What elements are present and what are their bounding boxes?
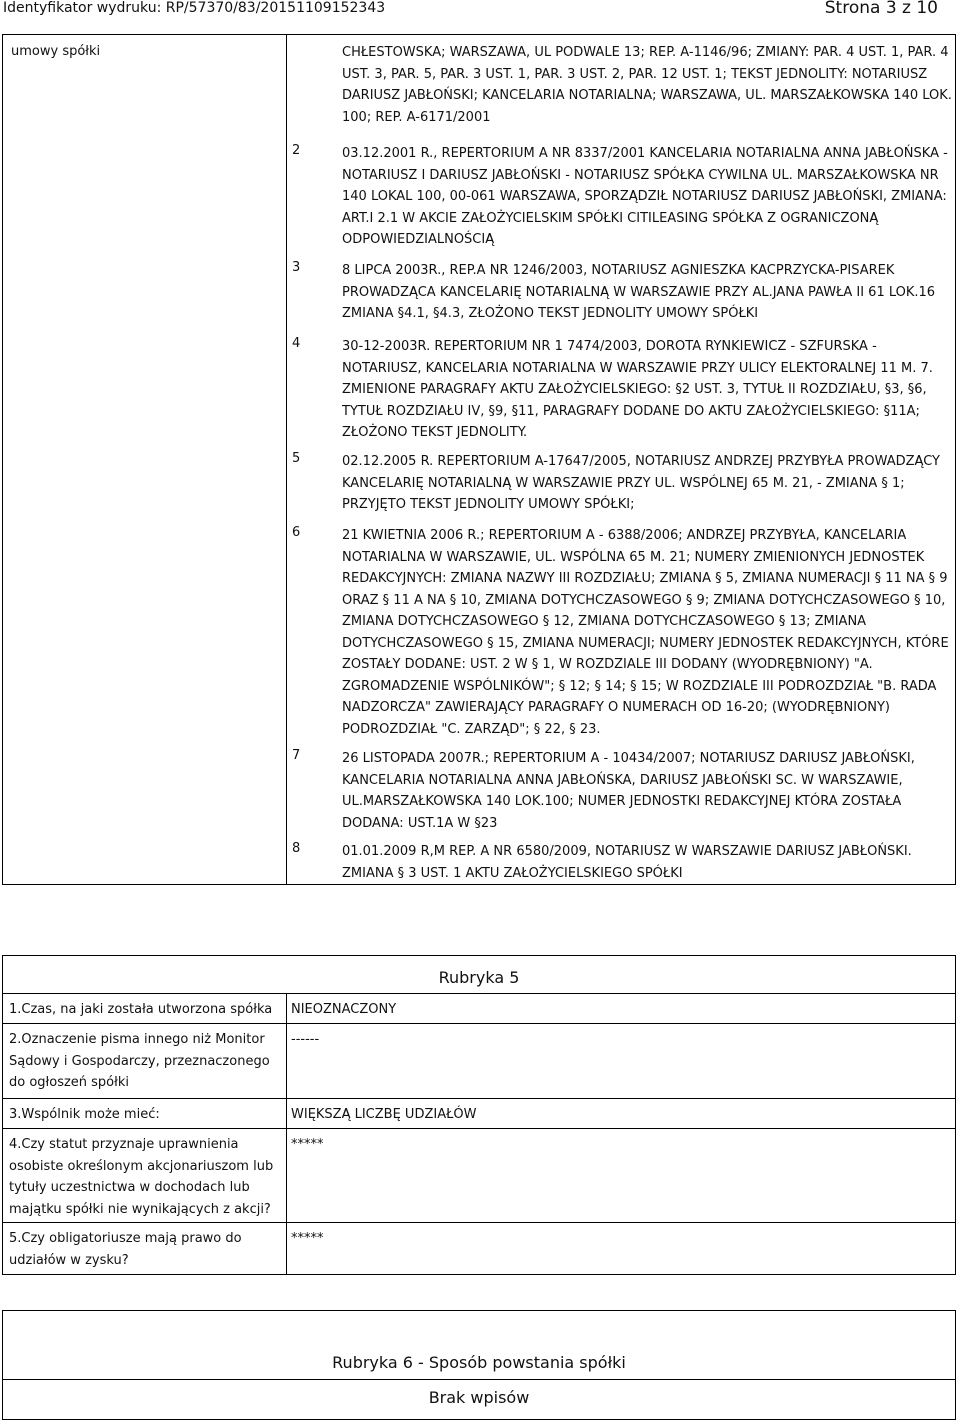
field-row [3, 1098, 955, 1129]
section-body: Brak wpisów [428, 1388, 530, 1407]
entry-text: 01.01.2009 R,M REP. A NR 6580/2009, NOTARIUSZ W WARSZAWIE DARIUSZ JABŁOŃSKI. ZMIANA § 3 UST. 1 AKTU ZAŁOŻYCIELSKIEGO SPÓŁKI [342, 844, 912, 881]
field-row [3, 1023, 955, 1099]
entry-1-text: CHŁESTOWSKA; WARSZAWA, UL PODWALE 13; REP. A-1146/96; ZMIANY: PAR. 4 UST. 1, PAR. 4 UST. 3, PAR. 5, PAR. 3 UST. 1, PAR. 3 UST. 2, PAR. 12 UST. 1; TEKST JEDNOLITY: NOTARIUSZ DARIUSZ JABŁOŃSKI; KANCELARIA NOTARIALNA; WARSZAWA, UL. MARSZAŁKOWSKA 140 LOK. 100; REP. A-6171/2001 [342, 45, 952, 125]
column-divider [286, 35, 287, 884]
divider [3, 1379, 955, 1380]
entry-number: 6 [292, 525, 301, 540]
entry-text: 02.12.2005 R. REPERTORIUM A-17647/2005, NOTARIUSZ ANDRZEJ PRZYBYŁA PROWADZĄCY KANCELARIĘ NOTARIALNĄ W WARSZAWIE PRZY UL. WSPÓLNEJ 65 M. 21, - ZMIANA § 1; PRZYJĘTO TEKST JEDNOLITY UMOWY SPÓŁKI; [342, 454, 940, 512]
entry-number: 4 [292, 336, 301, 351]
entry-text: 21 KWIETNIA 2006 R.; REPERTORIUM A - 6388/2006; ANDRZEJ PRZYBYŁA, KANCELARIA NOTARIALNA W WARSZAWIE, UL. WSPÓLNA 65 M. 21; NUMERY ZMIENIONYCH JEDNOSTEK REDAKCYJNYCH: ZMIANA NAZWY III ROZDZIAŁU; ZMIANA § 5, ZMIANA NUMERACJI § 11 NA § 9 ORAZ § 11 A NA § 10, ZMIANA DOTYCHCZASOWEGO § 9; ZMIANA DOTYCHCZASOWEGO § 10, ZMIANA DOTYCHCZASOWEGO § 12, ZMIANA DOTYCHCZASOWEGO § 13; ZMIANA DOTYCHCZASOWEGO § 15, ZMIANA NUMERACJI; NUMERY JEDNOSTEK REDAKCYJNYCH, KTÓRE ZOSTAŁY DODANE: UST. 2 W § 1, W ROZDZIALE III DODANY (WYODRĘBNIONY) "A. ZGROMADZENIE WSPÓLNIKÓW"; § 12; § 14; § 15; W ROZDZIALE III PODROZDZIAŁ "B. RADA NADZORCZA" ZAWIERAJĄCY PARAGRAFY O NUMERACH OD 16-20; (WYODRĘBNIONY) PODROZDZIAŁ "C. ZARZĄD"; § 22, § 23. [342, 528, 949, 737]
field-value: ***** [291, 1231, 324, 1246]
entry-text: 26 LISTOPADA 2007R.; REPERTORIUM A - 10434/2007; NOTARIUSZ DARIUSZ JABŁOŃSKI, KANCELARIA NOTARIALNA ANNA JABŁOŃSKA, DARIUSZ JABŁOŃSKI SC. W WARSZAWIE, UL.MARSZAŁKOWSKA 140 LOK.100; NUMER JEDNOSTKI REDAKCYJNEJ KTÓRA ZOSTAŁA DODANA: UST.1A W §23 [342, 751, 915, 831]
section-title: Rubryka 5 [438, 968, 520, 987]
entry-number: 3 [292, 260, 301, 275]
field-value: ***** [291, 1137, 324, 1152]
field-row [3, 993, 955, 1024]
entry-text: 03.12.2001 R., REPERTORIUM A NR 8337/2001 KANCELARIA NOTARIALNA ANNA JABŁOŃSKA - NOTARIUSZ I DARIUSZ JABŁOŃSKI - NOTARIUSZ SPÓŁKA CYWILNA UL. MARSZAŁKOWSKA NR 140 LOKAL 100, 00-061 WARSZAWA, SPORZĄDZIŁ NOTARIUSZ DARIUSZ JABŁOŃSKI, ZMIANA: ART.I 2.1 W AKCIE ZAŁOŻYCIELSKIM SPÓŁKI CITILEASING SPÓŁKA Z OGRANICZONĄ ODPOWIEDZIALNOŚCIĄ [342, 146, 948, 247]
entry-number: 5 [292, 451, 301, 466]
rubryka-5-section [2, 955, 956, 1275]
page-number: Strona 3 z 10 [824, 0, 938, 18]
entry-text: 30-12-2003R. REPERTORIUM NR 1 7474/2003, DOROTA RYNKIEWICZ - SZFURSKA - NOTARIUSZ, KANCELARIA NOTARIALNA W WARSZAWIE PRZY ULICY ELEKTORALNEJ 11 M. 7. ZMIENIONE PARAGRAFY AKTU ZAŁOŻYCIELSKIEGO: §2 UST. 3, TYTUŁ II ROZDZIAŁU, §3, §6, TYTUŁ ROZDZIAŁU IV, §9, §11, PARAGRAFY DODANE DO AKTU ZAŁOŻYCIELSKIEGO: §11A; ZŁOŻONO TEKST JEDNOLITY. [342, 339, 933, 440]
section-label: umowy spółki [11, 44, 101, 59]
amendments-section [2, 34, 956, 885]
entry-text: 8 LIPCA 2003R., REP.A NR 1246/2003, NOTARIUSZ AGNIESZKA KACPRZYCKA-PISAREK PROWADZĄCA KANCELARIĘ NOTARIALNĄ W WARSZAWIE PRZY AL.JANA PAWŁA II 61 LOK.16 ZMIANA §4.1, §4.3, ZŁOŻONO TEKST JEDNOLITY UMOWY SPÓŁKI [342, 263, 936, 321]
field-value: ------ [291, 1032, 320, 1047]
field-label: 1.Czas, na jaki została utworzona spółka [9, 1002, 273, 1017]
section-title: Rubryka 6 - Sposób powstania spółki [332, 1353, 626, 1372]
print-identifier: Identyfikator wydruku: RP/57370/83/20151109152343 [3, 0, 386, 16]
entry-number: 8 [292, 841, 301, 856]
entry-number: 7 [292, 748, 301, 763]
field-value: NIEOZNACZONY [291, 1002, 397, 1017]
field-label: 5.Czy obligatoriusze mają prawo do udziałów w zysku? [9, 1231, 242, 1268]
field-label: 2.Oznaczenie pisma innego niż Monitor Sądowy i Gospodarczy, przeznaczonego do ogłoszeń spółki [9, 1032, 270, 1090]
entry-number: 2 [292, 143, 301, 158]
field-label: 3.Wspólnik może mieć: [9, 1107, 160, 1122]
field-label: 4.Czy statut przyznaje uprawnienia osobiste określonym akcjonariuszom lub tytuły uczestnictwa w dochodach lub majątku spółki nie wynikających z akcji? [9, 1137, 274, 1217]
rubryka-6-section [2, 1310, 956, 1420]
field-row [3, 1222, 955, 1276]
field-row [3, 1128, 955, 1223]
field-value: WIĘKSZĄ LICZBĘ UDZIAŁÓW [291, 1107, 477, 1122]
